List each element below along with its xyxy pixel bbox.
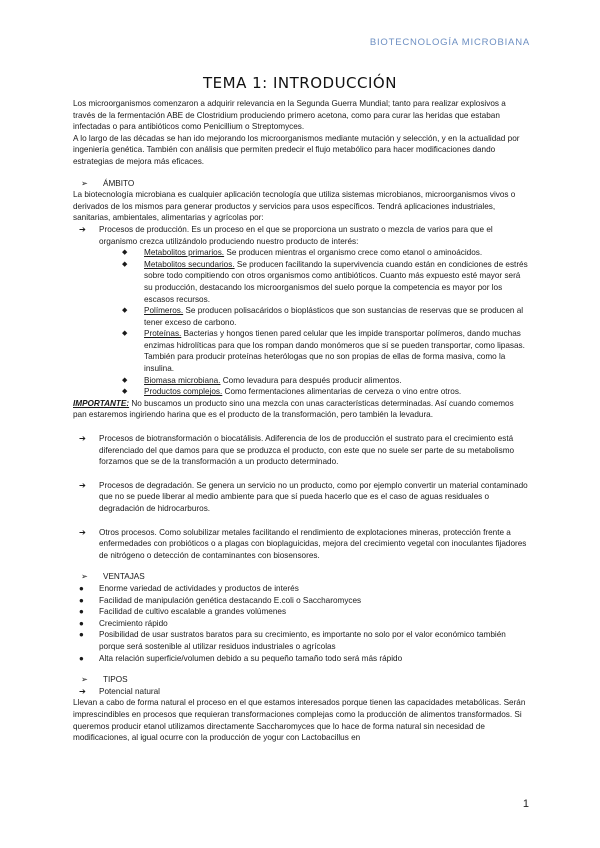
diamond-icon: ◆ (122, 388, 128, 396)
diamond-icon: ◆ (122, 260, 128, 268)
list-item (119, 259, 528, 305)
ventaja-text: Enorme variedad de actividades y productos de interés (99, 583, 299, 593)
bullet-icon: ● (79, 607, 84, 617)
list-item (73, 527, 528, 562)
intro-paragraph-2: A lo largo de las décadas se han ido mejorando los microorganismos mediante mutación y selección, y en la actualidad por ingeniería genética. También con análisis que permiten predecir el flujo metabólico para hacer modificaciones dando estrategias de mejora más eficaces. (73, 133, 520, 166)
biotransformacion-text: Procesos de biotransformación o biocatálisis. Adiferencia de los de producción el sustrato para el crecimiento está diferenciado del que damos para que se produzca el producto, con este que no suele ser parte de su metabolismo forzamos que se de la transformación a un producto determinado. (99, 434, 515, 467)
produccion-sublist (119, 247, 528, 398)
arrow-icon: ➔ (79, 480, 86, 490)
degradacion-text: Procesos de degradación. Se genera un servicio no un producto, como por ejemplo convertir un material contaminado que no se puede liberar al medio ambiente para que sí pueda hacerlo que es el caso de aguas residuales o degradación de hidrocarburos. (99, 480, 528, 513)
page-number: 1 (522, 798, 529, 810)
tipos-subheading: Potencial natural (99, 686, 160, 696)
diamond-icon: ◆ (122, 249, 128, 257)
ventaja-text: Crecimiento rápido (99, 618, 168, 628)
list-item (73, 653, 528, 665)
list-item (119, 328, 528, 374)
list-item (119, 247, 528, 259)
bullet-icon: ● (79, 583, 84, 593)
page-title: TEMA 1: INTRODUCCIÓN (203, 74, 397, 92)
section-heading: ÁMBITO (103, 178, 135, 188)
item-label: Polímeros. (144, 306, 184, 316)
list-item (119, 375, 528, 387)
item-text: Se producen polisacáridos o bioplásticos que son sustancias de reservas que se producen al tener exceso de carbono. (144, 306, 524, 327)
document-header: BIOTECNOLOGÍA MICROBIANA (369, 37, 530, 48)
document-body (73, 98, 528, 744)
intro-paragraph-1: Los microorganismos comenzaron a adquirir relevancia en la Segunda Guerra Mundial; tanto para realizar explosivos a través de la fermentación ABE de Clostridium produciendo primero acetona, como para curar las heridas que estaban infectadas o para antibióticos como Penicillium o Streptomyces. (73, 99, 506, 132)
ventaja-text: Facilidad de cultivo escalable a grandes volúmenes (99, 607, 287, 617)
importante-text: No buscamos un producto sino una mezcla con unas características determinadas. Así cuando comemos pan estaremos ingiriendo harina que es el producto de la transformación, pero también la levadura. (73, 398, 514, 420)
list-item (73, 583, 528, 595)
item-text: Como levadura para después producir alimentos. (220, 375, 402, 385)
list-item (73, 618, 528, 630)
list-item (119, 305, 528, 328)
bullet-icon: ● (79, 630, 84, 640)
list-item (73, 595, 528, 607)
section-ambito-heading (73, 178, 528, 190)
item-label: Metabolitos secundarios. (144, 259, 235, 269)
produccion-text: Procesos de producción. Es un proceso en el que se proporciona un sustrato o mezcla de varios para que el organismo crezca utilizándolo produciendo nuestro producto de interés: (99, 224, 493, 246)
otros-procesos-text: Otros procesos. Como solubilizar metales facilitando el rendimiento de explotaciones mineras, protección frente a enfermedades con probióticos o a plagas con bioplaguicidas, mejora del crecimiento vegetal con inoculantes fijadores de nitrógeno o detección de contaminantes con biosensores. (99, 527, 527, 560)
bullet-icon: ● (79, 618, 84, 628)
diamond-icon: ◆ (122, 307, 128, 315)
list-item (73, 224, 528, 247)
section-heading: VENTAJAS (103, 572, 145, 582)
item-text: Bacterias y hongos tienen pared celular que les impide transportar polímeros, dando muchas enzimas hidrolíticas para que los rompan dando monómeros que sí se pueden transportar, como lipasas. También para producir proteínas heterólogas que no son propias de ellas de forma masiva, como la insulina. (144, 329, 525, 374)
ambito-paragraph: La biotecnología microbiana es cualquier aplicación tecnología que utiliza sistemas microbianos, microorganismos vivos o derivados de los mismos para generar productos y servicios para usos específicos. Tendrá aplicaciones industriales, sanitarias, ambientales, alimentarias y agrícolas por: (73, 190, 516, 223)
arrow-icon: ➔ (79, 434, 86, 444)
item-label: Productos complejos. (144, 387, 223, 397)
item-label: Metabolitos primarios. (144, 248, 225, 258)
diamond-icon: ◆ (122, 330, 128, 338)
item-text: Se producen mientras el organismo crece como etanol o aminoácidos. (224, 248, 483, 258)
ventaja-text: Posibilidad de usar sustratos baratos para su crecimiento, es importante no solo por el valor económico también porque será sostenible al utilizar residuos industriales o agrícolas (99, 630, 506, 651)
ventajas-list (73, 583, 528, 664)
list-item (73, 606, 528, 618)
item-label: Proteínas. (144, 329, 182, 339)
importante-label: IMPORTANTE: (73, 398, 130, 408)
importante-note (73, 398, 528, 421)
arrowhead-icon: ➢ (81, 572, 88, 582)
list-item (119, 386, 528, 398)
item-text: Como fermentaciones alimentarias de cerveza o vino entre otros. (222, 387, 462, 397)
list-item (73, 686, 528, 698)
diamond-icon: ◆ (122, 376, 128, 384)
arrowhead-icon: ➢ (81, 178, 88, 188)
list-item (73, 433, 528, 468)
ventaja-text: Facilidad de manipulación genética destacando E.coli o Saccharomyces (99, 595, 362, 605)
arrow-icon: ➔ (79, 224, 86, 234)
section-heading: TIPOS (103, 675, 128, 685)
section-tipos-heading (73, 674, 528, 686)
item-label: Biomasa microbiana. (144, 375, 221, 385)
section-ventajas-heading (73, 571, 528, 583)
list-item (73, 629, 528, 652)
tipos-paragraph: Llevan a cabo de forma natural el proceso en el que estamos interesados porque tienen las capacidades metabólicas. Serán imprescindibles en procesos que requieran transformaciones complejas como la producción de alimentos transformados. Si queremos producir etanol utilizamos directamente Saccharomyces que lo hace de forma natural sin necesidad de modificaciones, al igual ocurre con la producción de yogur con Lactobacillus en (73, 698, 526, 743)
bullet-icon: ● (79, 595, 84, 605)
arrow-icon: ➔ (79, 686, 86, 696)
arrow-icon: ➔ (79, 527, 86, 537)
ventaja-text: Alta relación superficie/volumen debido a su pequeño tamaño todo será más rápido (99, 653, 403, 663)
item-text: Se producen facilitando la supervivencia cuando están en condiciones de estrés sobre todo compitiendo con otros organismos como antibióticos. Cuanto más expuesto esté mayor será su producción, destacando los microorganismos del suelo porque la competencia es mayor por los escasos recursos. (144, 259, 528, 304)
list-item (73, 480, 528, 515)
bullet-icon: ● (79, 653, 84, 663)
arrowhead-icon: ➢ (81, 675, 88, 685)
